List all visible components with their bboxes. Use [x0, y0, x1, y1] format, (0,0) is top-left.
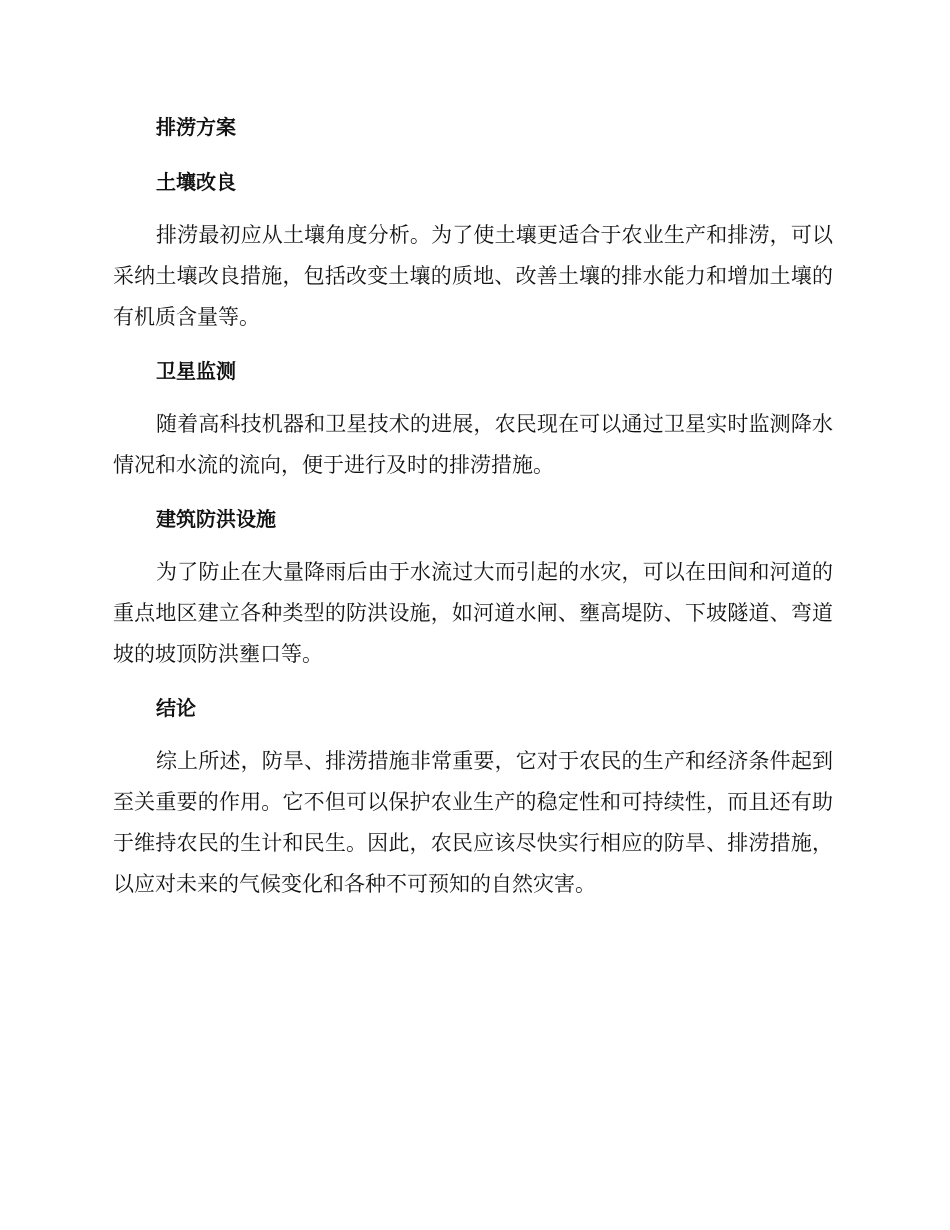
section-heading-satellite-monitoring: 卫星监测	[156, 359, 236, 383]
paragraph-satellite-monitoring: 随着高科技机器和卫星技术的进展，农民现在可以通过卫星实时监测降水情况和水流的流向，便于进行及时的排涝措施。	[113, 412, 833, 477]
paragraph-flood-facilities: 为了防止在大量降雨后由于水流过大而引起的水灾，可以在田间和河道的重点地区建立各种类型的防洪设施，如河道水闸、壅高堤防、下坡隧道、弯道坡的坡顶防洪壅口等。	[113, 560, 833, 666]
section-heading-drainage-plan: 排涝方案	[156, 115, 236, 139]
paragraph-soil-improvement: 排涝最初应从土壤角度分析。为了使土壤更适合于农业生产和排涝，可以采纳土壤改良措施，包括改变土壤的质地、改善土壤的排水能力和增加土壤的有机质含量等。	[113, 223, 833, 329]
paragraph-conclusion: 综上所述，防旱、排涝措施非常重要，它对于农民的生产和经济条件起到至关重要的作用。它不但可以保护农业生产的稳定性和可持续性，而且还有助于维持农民的生计和民生。因此，农民应该尽快实行相应的防旱、排涝措施，以应对未来的气候变化和各种不可预知的自然灾害。	[113, 749, 833, 896]
section-heading-flood-facilities: 建筑防洪设施	[156, 507, 276, 531]
section-heading-soil-improvement: 土壤改良	[156, 170, 236, 194]
section-heading-conclusion: 结论	[156, 696, 196, 720]
document-page	[113, 107, 833, 905]
